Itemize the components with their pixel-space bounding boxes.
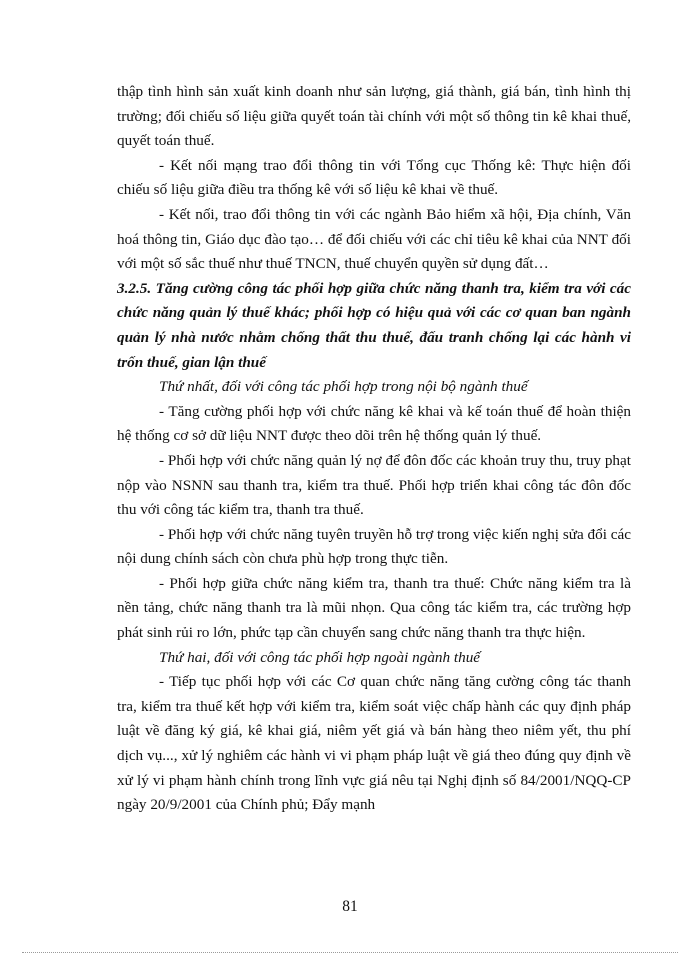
body-text (117, 80, 631, 818)
paragraph-price-regulation: - Tiếp tục phối hợp với các Cơ quan chức năng tăng cường công tác thanh tra, kiểm tra thuế kết hợp với kiểm tra, kiểm soát việc chấp hành các quy định pháp luật về đăng ký giá, kê khai giá, niêm yết giá và bán hàng theo niêm yết, thu phí dịch vụ..., xử lý nghiêm các hành vi vi phạm pháp luật về giá theo đúng quy định về xử lý vi phạm hành chính trong lĩnh vực giá nêu tại Nghị định số 84/2001/NQQ-CP ngày 20/9/2001 của Chính phủ; Đẩy mạnh (117, 673, 631, 814)
paragraph-declaration-accounting: - Tăng cường phối hợp với chức năng kê khai và kế toán thuế để hoàn thiện hệ thống cơ sở dữ liệu NNT được theo dõi trên hệ thống quản lý thuế. (117, 402, 631, 445)
paragraph-audit-inspection: - Phối hợp giữa chức năng kiểm tra, thanh tra thuế: Chức năng kiểm tra là nền tảng, chức năng thanh tra là mũi nhọn. Qua công tác kiểm tra, các trường hợp phát sinh rủi ro lớn, phức tạp cần chuyển sang chức năng thanh tra thực hiện. (117, 574, 631, 642)
paragraph-sector-link: - Kết nối, trao đổi thông tin với các ngành Bảo hiểm xã hội, Địa chính, Văn hoá thông tin, Giáo dục đào tạo… để đối chiếu với các chỉ tiêu kê khai của NNT đối với một số sắc thuế như thuế TNCN, thuế chuyển quyền sử dụng đất… (117, 205, 631, 273)
paragraph-statistics-link: - Kết nối mạng trao đổi thông tin với Tổng cục Thống kê: Thực hiện đối chiếu số liệu giữa điều tra thống kê với số liệu kê khai về thuế. (117, 156, 631, 199)
footer-dotted-rule (22, 952, 678, 953)
paragraph-continuation: thập tình hình sản xuất kinh doanh như sản lượng, giá thành, giá bán, tình hình thị trường; đối chiếu số liệu giữa quyết toán tài chính với một số thông tin kê khai thuế, quyết toán thuế. (117, 83, 631, 150)
paragraph-support-propaganda: - Phối hợp với chức năng tuyên truyền hỗ trợ trong việc kiến nghị sửa đổi các nội dung chính sách còn chưa phù hợp trong thực tiễn. (117, 525, 631, 568)
section-heading-3-2-5: 3.2.5. Tăng cường công tác phối hợp giữa chức năng thanh tra, kiểm tra với các chức năng quản lý thuế khác; phối hợp có hiệu quả với các cơ quan ban ngành quản lý nhà nước nhằm chống thất thu thuế, đấu tranh chống lại các hành vi trốn thuế, gian lận thuế (117, 279, 631, 371)
subheading-external-coordination: Thứ hai, đối với công tác phối hợp ngoài ngành thuế (159, 648, 481, 666)
subheading-internal-coordination: Thứ nhất, đối với công tác phối hợp trong nội bộ ngành thuế (159, 378, 528, 396)
page-number: 81 (342, 898, 358, 915)
paragraph-debt-management: - Phối hợp với chức năng quản lý nợ để đôn đốc các khoản truy thu, truy phạt nộp vào NSNN sau thanh tra, kiểm tra thuế. Phối hợp triển khai công tác đôn đốc thu với công tác kiểm tra, thanh tra thuế. (117, 451, 631, 519)
